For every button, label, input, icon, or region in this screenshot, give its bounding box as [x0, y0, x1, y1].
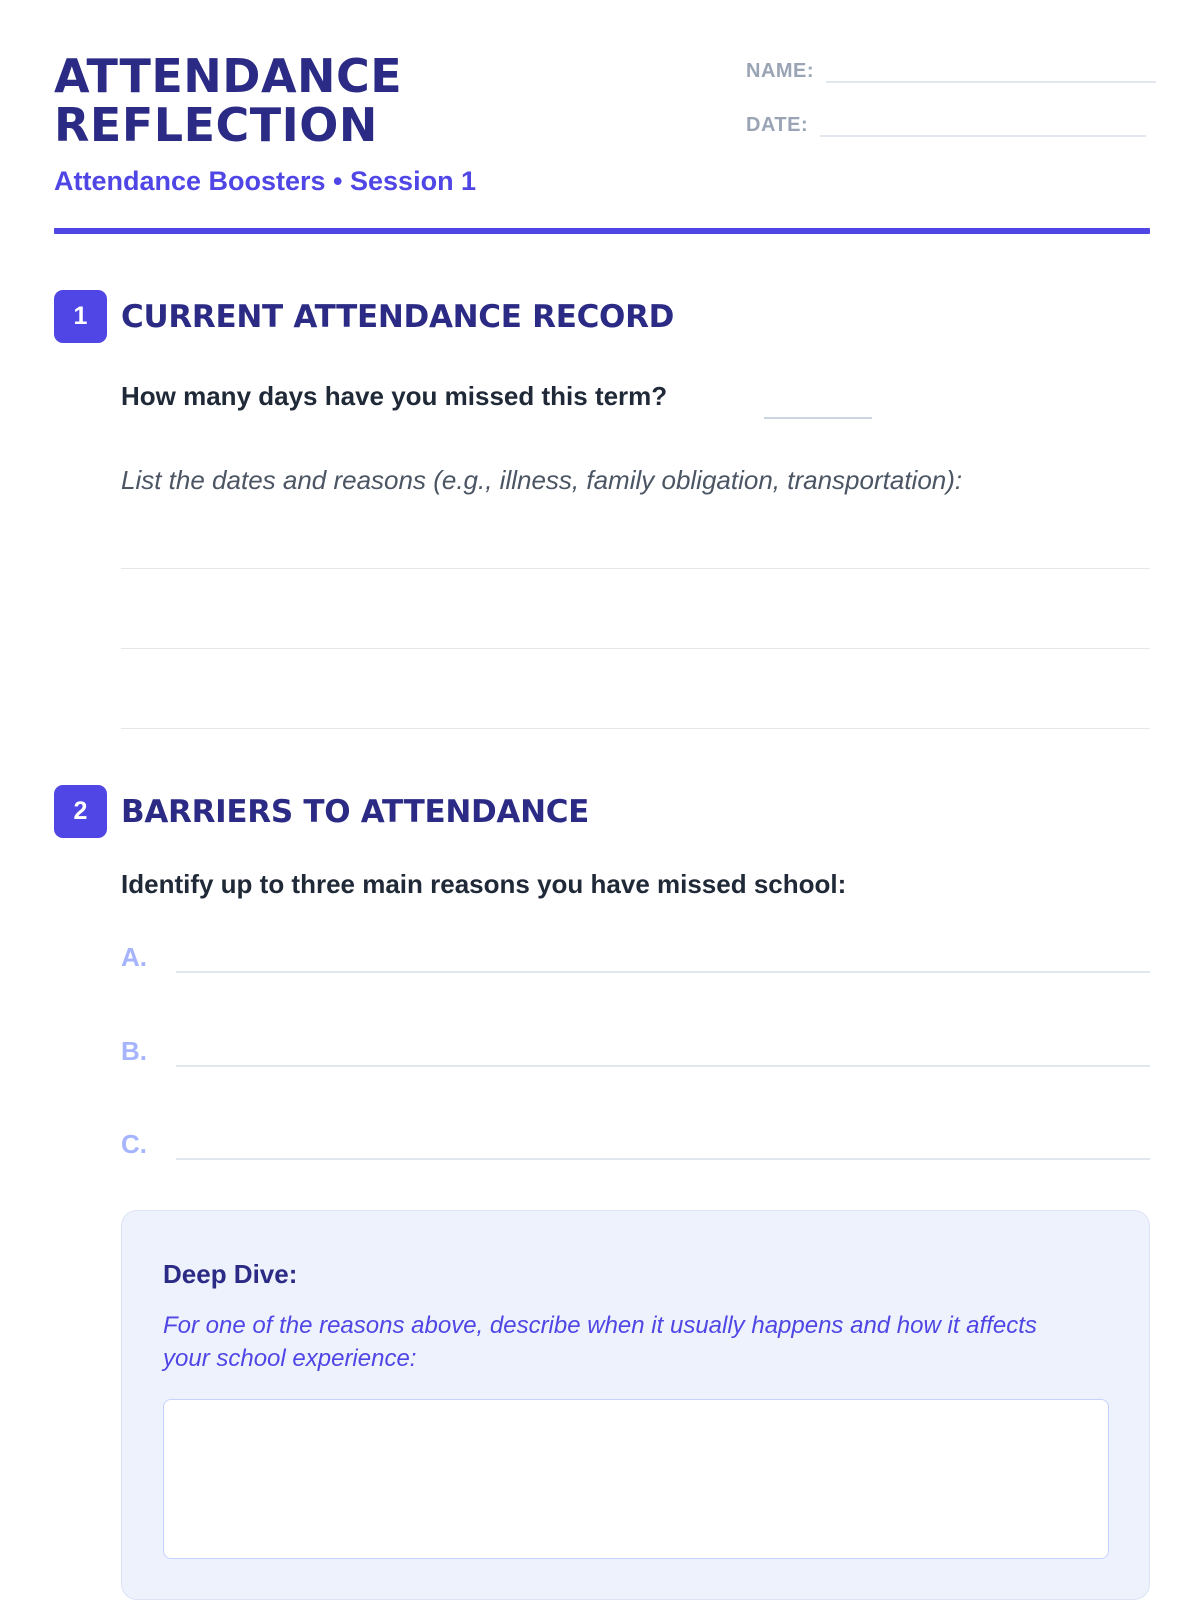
dates-reasons-line-2[interactable]	[121, 648, 1150, 649]
name-field[interactable]	[826, 61, 1156, 83]
option-letter: B.	[121, 1036, 147, 1066]
section-1-title: CURRENT ATTENDANCE RECORD	[121, 298, 675, 335]
deep-dive-prompt: For one of the reasons above, describe when it usually happens and how it affects your school experience:	[163, 1312, 1037, 1372]
barrier-a-field[interactable]	[176, 947, 1150, 973]
date-label: DATE:	[746, 114, 809, 136]
barriers-question: Identify up to three main reasons you have missed school:	[121, 869, 847, 899]
days-missed-field[interactable]	[764, 417, 872, 419]
barrier-option-c	[121, 1129, 1150, 1160]
section-2-header	[54, 785, 589, 838]
page-subtitle: Attendance Boosters • Session 1	[54, 166, 477, 196]
deep-dive-answer-box[interactable]	[163, 1399, 1109, 1559]
name-field-row	[746, 60, 1156, 83]
section-1-header	[54, 290, 674, 343]
barrier-option-b	[121, 1036, 1150, 1067]
dates-reasons-line-3[interactable]	[121, 728, 1150, 729]
section-2-title: BARRIERS TO ATTENDANCE	[121, 793, 590, 830]
date-field[interactable]	[820, 115, 1146, 137]
deep-dive-title: Deep Dive:	[163, 1259, 298, 1289]
barrier-c-field[interactable]	[176, 1134, 1150, 1160]
section-2-badge: 2	[54, 785, 107, 838]
header-divider	[54, 228, 1150, 234]
date-field-row	[746, 114, 1146, 137]
dates-reasons-line-1[interactable]	[121, 568, 1150, 569]
title-line-1: ATTENDANCE	[54, 49, 403, 103]
page-title	[54, 49, 403, 152]
option-letter: C.	[121, 1129, 147, 1159]
deep-dive-panel	[121, 1210, 1150, 1600]
name-label: NAME:	[746, 60, 815, 82]
dates-reasons-hint: List the dates and reasons (e.g., illness, family obligation, transportation):	[121, 465, 963, 495]
title-line-2: REFLECTION	[54, 98, 378, 152]
barrier-b-field[interactable]	[176, 1041, 1150, 1067]
barrier-option-a	[121, 942, 1150, 973]
section-1-badge: 1	[54, 290, 107, 343]
days-missed-question: How many days have you missed this term?	[121, 381, 668, 411]
option-letter: A.	[121, 942, 147, 972]
